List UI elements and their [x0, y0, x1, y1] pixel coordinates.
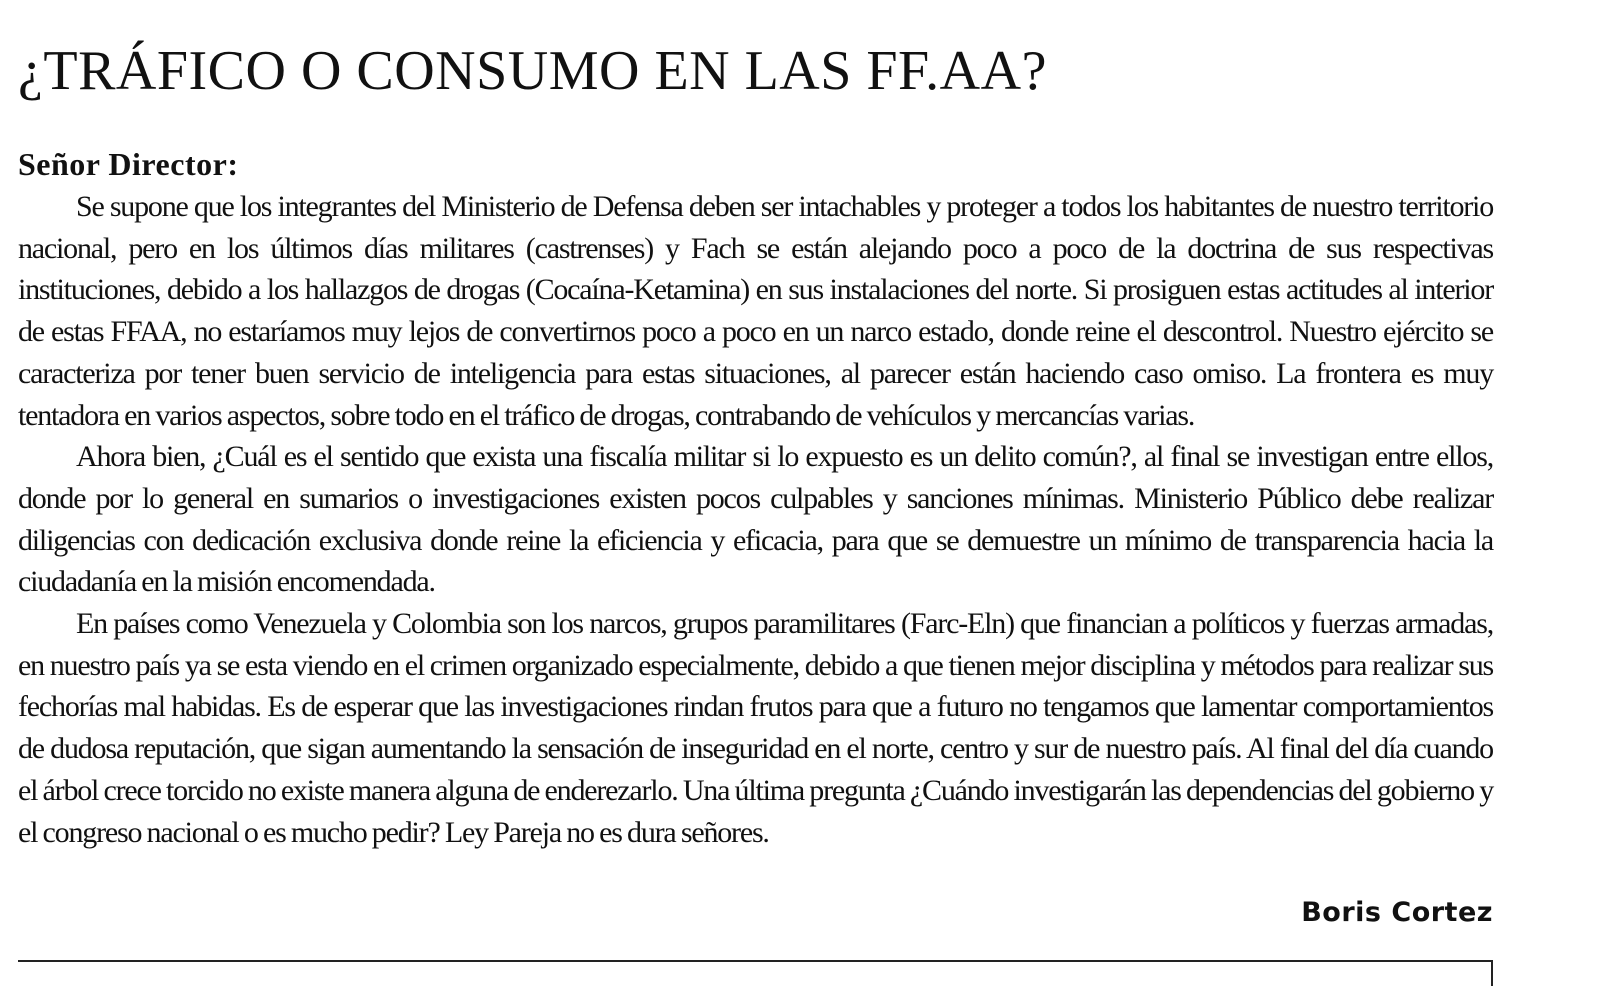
letter-page: [18, 0, 1493, 986]
paragraph-2: Ahora bien, ¿Cuál es el sentido que exista una fiscalía militar si lo expuesto es un delito común?, al final se investigan entre ellos, donde por lo general en sumarios o investigaciones existen pocos culpables y sanciones mínimas. Ministerio Público debe realizar diligencias con dedicación exclusiva donde reine la eficiencia y eficacia, para que se demuestre un mínimo de transparencia hacia la ciudadanía en la misión encomendada.: [18, 440, 1493, 599]
letter-body: [18, 186, 1493, 853]
salutation: Señor Director:: [18, 146, 239, 182]
signature: Boris Cortez: [1301, 897, 1493, 928]
bottom-rule-end: [1491, 960, 1493, 986]
paragraph-1: Se supone que los integrantes del Ministerio de Defensa deben ser intachables y proteger a todos los habitantes de nuestro territorio nacional, pero en los últimos días militares (castrenses) y Fach se están alejando poco a poco de la doctrina de sus respectivas instituciones, debido a los hallazgos de drogas (Cocaína-Ketamina) en sus instalaciones del norte. Si prosiguen estas actitudes al interior de estas FFAA, no estaríamos muy lejos de convertirnos poco a poco en un narco estado, donde reine el descontrol. Nuestro ejército se caracteriza por tener buen servicio de inteligencia para estas situaciones, al parecer están haciendo caso omiso. La frontera es muy tentadora en varios aspectos, sobre todo en el tráfico de drogas, contrabando de vehículos y mercancías varias.: [18, 190, 1493, 432]
paragraph-3: En países como Venezuela y Colombia son los narcos, grupos paramilitares (Farc-Eln) que financian a políticos y fuerzas armadas, en nuestro país ya se esta viendo en el crimen organizado especialmente, debido a que tienen mejor disciplina y métodos para realizar sus fechorías mal habidas. Es de esperar que las investigaciones rindan frutos para que a futuro no tengamos que lamentar comportamientos de dudosa reputación, que sigan aumentando la sensación de inseguridad en el norte, centro y sur de nuestro país. Al final del día cuando el árbol crece torcido no existe manera alguna de enderezarlo. Una última pregunta ¿Cuándo investigarán las dependencias del gobierno y el congreso nacional o es mucho pedir? Ley Pareja no es dura señores.: [18, 607, 1493, 849]
headline: ¿TRÁFICO O CONSUMO EN LAS FF.AA?: [18, 40, 1047, 102]
bottom-rule: [18, 960, 1493, 962]
